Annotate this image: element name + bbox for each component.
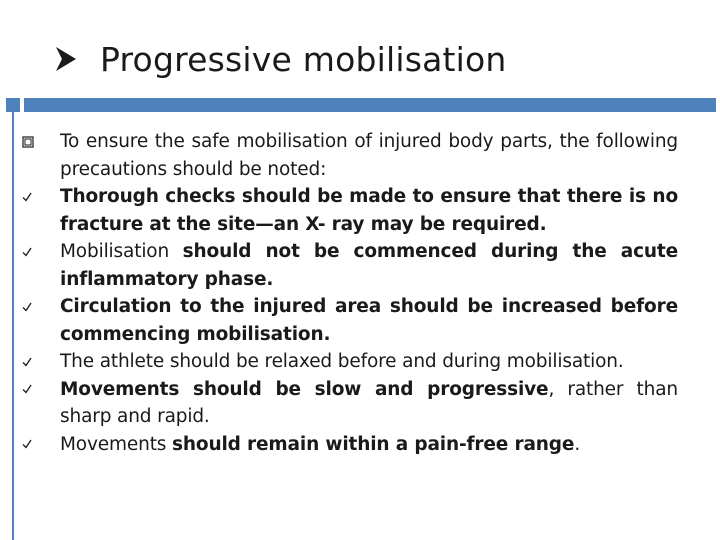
- list-item: [22, 183, 678, 238]
- title-accent-bar: [6, 98, 716, 112]
- list-item-text: The athlete should be relaxed before and during mobilisation.: [60, 351, 624, 372]
- intro-item: [22, 128, 678, 183]
- left-accent-rule: [12, 112, 14, 540]
- list-item: [22, 376, 678, 431]
- title-text: Progressive mobilisation: [100, 39, 507, 79]
- accent-square: [6, 98, 20, 112]
- list-item-text: Mobilisation should not be commenced during the acute inflammatory phase.: [60, 241, 678, 290]
- checkmark-icon: [22, 183, 60, 210]
- list-item-text: Movements should remain within a pain-free range.: [60, 433, 581, 455]
- list-item-text: Circulation to the injured area should be increased before commencing mobilisation.: [60, 296, 678, 345]
- checkmark-icon: [22, 431, 60, 458]
- slide-title: [54, 34, 507, 84]
- list-item-text: Thorough checks should be made to ensure that there is no fracture at the site—an X- ray may be required.: [60, 186, 678, 235]
- arrowhead-bullet-icon: [54, 46, 78, 72]
- accent-rule: [24, 98, 716, 112]
- list-item: [22, 431, 678, 459]
- list-item-text: Movements should be slow and progressive, rather than sharp and rapid.: [60, 378, 678, 427]
- list-item: [22, 238, 678, 293]
- checkmark-icon: [22, 348, 60, 375]
- checkmark-icon: [22, 376, 60, 403]
- checkmark-icon: [22, 293, 60, 320]
- list-item: [22, 293, 678, 348]
- list-item: [22, 348, 678, 376]
- intro-text: To ensure the safe mobilisation of injured body parts, the following precautions should be noted:: [60, 131, 678, 180]
- square-bullet-icon: [22, 128, 60, 155]
- bullet-list: [22, 128, 678, 458]
- checkmark-icon: [22, 238, 60, 265]
